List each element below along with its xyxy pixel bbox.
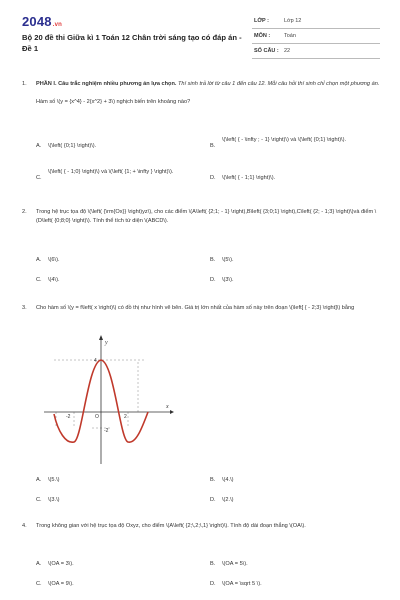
option-text: \(OA = 3\). (48, 561, 74, 567)
option-text: \(4.\) (222, 477, 234, 483)
question-stem: Trong không gian với hệ trục tọa độ Oxyz, cho điểm \(A\left( {2;\,2;\,1} \right)\). Tính độ dài đoạn thẳng \(OA\). (36, 523, 306, 529)
option-text: \(OA = \sqrt 5 \). (222, 581, 262, 587)
meta-key: MÔN : (254, 33, 271, 39)
option-text: \(\left( {0;1} \right)\). (48, 143, 97, 149)
option-text: \(5.\) (48, 477, 60, 483)
question-stem: Trong hệ trục tọa độ \(\left( {\rm{Ox}} \right)yz\), cho các điểm \(A\left( {2;1; - 1} \right),B\left( {3;0;1} \right),C\left( {2; - 1;3} \right)\)và điểm \(D\left( {0;8;0} \right)\). Tính thể tích tứ diện \(ABCD\). (36, 209, 377, 224)
y-axis-label: y (105, 340, 108, 346)
tick-label-x-2: 2 (124, 414, 127, 420)
question-1 (22, 80, 382, 200)
option-text: \(\left( { - 1;1} \right)\). (222, 175, 276, 181)
x-axis-arrow (170, 410, 174, 414)
y-axis-arrow (99, 335, 103, 340)
option-label: A. (36, 561, 42, 567)
document-title: Bộ 20 đề thi Giữa kì 1 Toán 12 Chân trời sáng tạo có đáp án - Đề 1 (22, 33, 242, 53)
logo-suffix: .vn (52, 22, 63, 28)
option-text: \(OA = 9\). (48, 581, 74, 587)
option-label: C. (36, 497, 42, 503)
part-note: Thí sinh trả lời từ câu 1 đến câu 12. Mỗi câu hỏi thí sinh chỉ chọn một phương án. (178, 81, 380, 87)
option-label: A. (36, 257, 42, 263)
meta-value: Lớp 12 (284, 18, 302, 24)
meta-key: SỐ CÂU : (254, 48, 279, 54)
meta-key: LỚP : (254, 18, 269, 24)
option-label: C. (36, 175, 42, 181)
question-stem: Cho hàm số \(y = f\left( x \right)\) có đồ thị như hình vẽ bên. Giá trị lớn nhất của hàm số này trên đoạn \(\left[ { - 2;3} \right]\) bằng (36, 305, 355, 311)
page-header (0, 0, 400, 66)
meta-table (252, 14, 380, 59)
option-label: D. (210, 175, 216, 181)
tick-label-y-neg2: -2 (104, 428, 109, 434)
question-number: 1. (22, 81, 27, 87)
option-label: D. (210, 581, 216, 587)
option-label: A. (36, 143, 42, 149)
option-text: \(3\). (222, 277, 234, 283)
option-label: B. (210, 561, 216, 567)
option-label: B. (210, 257, 216, 263)
option-label: C. (36, 277, 42, 283)
question-2 (22, 208, 382, 288)
question-number: 3. (22, 305, 27, 311)
tick-label-4: 4 (94, 358, 97, 364)
option-label: B. (210, 143, 216, 149)
option-text: \(5\). (222, 257, 234, 263)
question-stem: Hàm số \(y = {x^4} - 2{x^2} + 3\) nghịch biến trên khoảng nào? (36, 99, 191, 105)
option-label: A. (36, 477, 42, 483)
option-label: D. (210, 497, 216, 503)
site-logo[interactable] (22, 14, 62, 29)
part-title: PHẦN I. Câu trắc nghiệm nhiều phương án lựa chọn. (36, 81, 177, 87)
x-axis-label: x (166, 404, 169, 410)
question-body (36, 80, 382, 107)
logo-text: 2048 (22, 14, 52, 29)
question-number: 4. (22, 523, 27, 529)
question-4 (22, 522, 382, 600)
part-header (36, 80, 382, 89)
option-label: C. (36, 581, 42, 587)
option-text: \(\left( { - \infty ; - 1} \right)\) và \(\left( {0;1} \right)\). (222, 137, 347, 143)
option-text: \(6\). (48, 257, 60, 263)
option-text: \(4\). (48, 277, 60, 283)
meta-row-class (252, 14, 380, 29)
option-text: \(\left( { - 1;0} \right)\) và \(\left( {1; + \infty } \right)\). (48, 169, 174, 175)
option-label: D. (210, 277, 216, 283)
option-text: \(2.\) (222, 497, 234, 503)
tick-label-x-neg2: -2 (66, 414, 71, 420)
meta-row-subject (252, 29, 380, 44)
meta-value: 22 (284, 48, 291, 54)
origin-label: O (95, 414, 99, 420)
option-label: B. (210, 477, 216, 483)
question-number: 2. (22, 209, 27, 215)
function-graph (38, 332, 178, 470)
meta-value: Toán (284, 33, 296, 39)
option-text: \(3.\) (48, 497, 60, 503)
option-text: \(OA = 5\). (222, 561, 248, 567)
meta-row-count (252, 44, 380, 59)
